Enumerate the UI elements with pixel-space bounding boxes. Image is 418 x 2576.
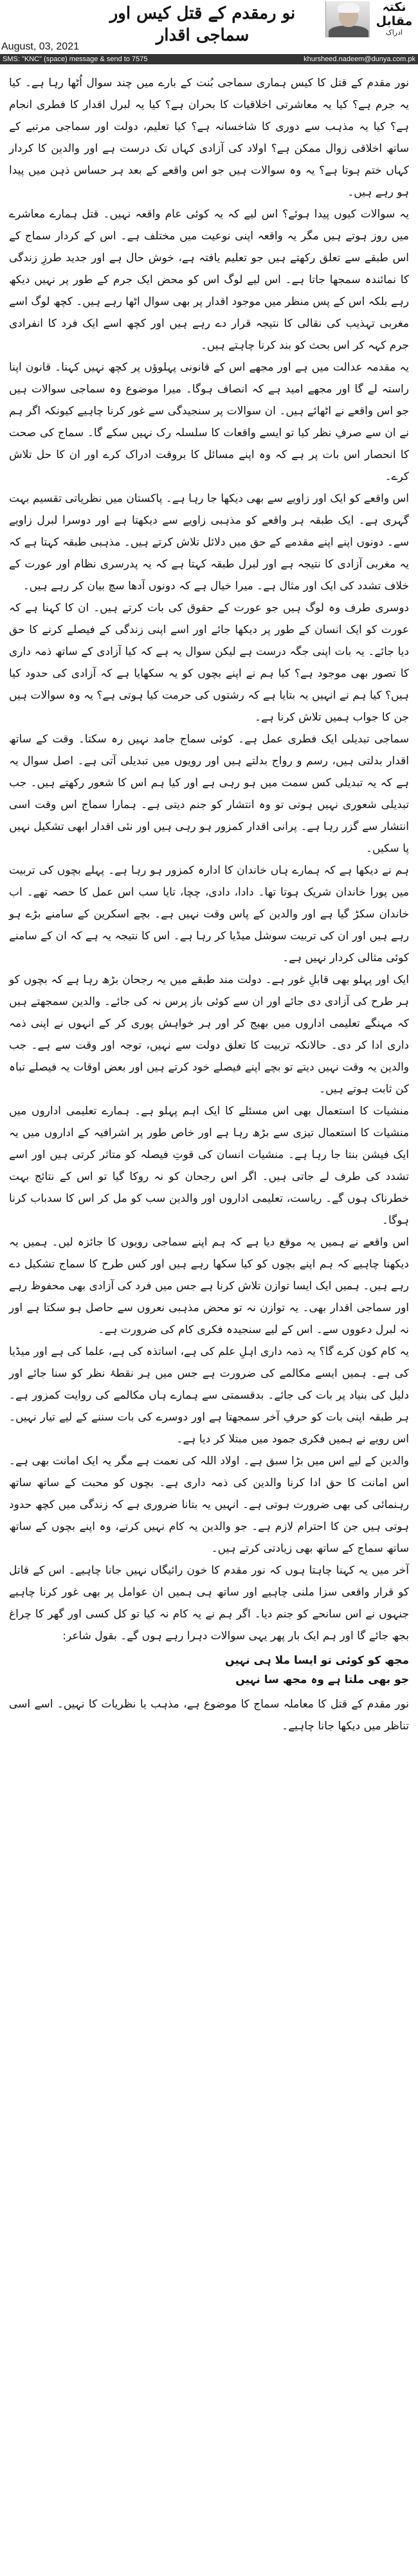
column-badge-sub: ادراک bbox=[385, 28, 403, 37]
paragraph: یہ مقدمہ عدالت میں ہے اور مجھے اس کے قانونی پہلوؤں پر کچھ نہیں کہنا۔ قانون اپنا راستہ لے گا اور مجھے امید ہے کہ انصاف ہوگا۔ میرا موضوع وہ سماجی سوالات ہیں جو اس واقعے نے اٹھائے ہیں۔ ان سوالات پر سنجیدگی سے غور کرنا چاہیے کیونکہ اگر ہم نے ان سے صرفِ نظر کیا تو ایسے واقعات کا سلسلہ رک نہیں سکے گا۔ سماج کی صحت کا انحصار اس بات پر ہے کہ وہ اپنے مسائل کا بروقت ادراک کرے اور ان کا حل تلاش کرے۔ bbox=[9, 361, 409, 483]
paragraph: سماجی تبدیلی ایک فطری عمل ہے۔ کوئی سماج جامد نہیں رہ سکتا۔ وقت کے ساتھ اقدار بدلتی ہیں، رسم و رواج بدلتے ہیں اور رویوں میں تبدیلی آتی ہے۔ اصل سوال یہ ہے کہ یہ تبدیلی کس سمت میں ہو رہی ہے اور کیا ہم اس کا شعور رکھتے ہیں۔ جب تبدیلی شعوری نہیں ہوتی تو وہ انتشار کو جنم دیتی ہے۔ ہمارا سماج اس وقت اسی انتشار سے گزر رہا ہے۔ پرانی اقدار کمزور ہو رہی ہیں اور نئی اقدار ابھی تشکیل نہیں پا سکیں۔ bbox=[9, 733, 409, 855]
paragraph: منشیات کا استعمال بھی اس مسئلے کا ایک اہم پہلو ہے۔ ہمارے تعلیمی اداروں میں منشیات کا استعمال تیزی سے بڑھ رہا ہے اور خاص طور پر اشرافیہ کے اداروں میں یہ ایک فیشن بنتا جا رہا ہے۔ منشیات انسان کی قوتِ فیصلہ کو متاثر کرتی ہیں اور اسے تشدد کی طرف لے جاتی ہیں۔ اگر اس رجحان کو نہ روکا گیا تو اس کے نتائج بہت خطرناک ہوں گے۔ ریاست، تعلیمی اداروں اور والدین سب کو مل کر اس کا سدباب کرنا ہوگا۔ bbox=[9, 1105, 409, 1227]
column-badge-title: نکتہ مقابل bbox=[376, 0, 413, 28]
paragraph: یہ سوالات کیوں پیدا ہوئے؟ اس لیے کہ یہ کوئی عام واقعہ نہیں۔ قتل ہمارے معاشرے میں روز ہوتے ہیں مگر یہ واقعہ اپنی نوعیت میں مختلف ہے۔ اس کے کردار سماج کے اس طبقے سے تعلق رکھتے ہیں جو تعلیم یافتہ ہے، خوش حال ہے اور جدید طرزِ زندگی کا نمائندہ سمجھا جاتا ہے۔ اس لیے لوگ اس کو محض ایک جرم کے طور پر نہیں دیکھ رہے بلکہ اس کے پس منظر میں موجود اقدار پر بھی سوال اٹھا رہے ہیں۔ کچھ لوگ اسے مغربی تہذیب کی نقالی کا نتیجہ قرار دے رہے ہیں اور کچھ اسے ایک فرد کا انفرادی جرم کہہ کر اس بحث کو بند کرنا چاہتے ہیں۔ bbox=[9, 208, 409, 352]
paragraph: ایک اور پہلو بھی قابلِ غور ہے۔ دولت مند طبقے میں یہ رجحان بڑھ رہا ہے کہ بچوں کو ہر طرح کی آزادی دی جائے اور ان سے کوئی باز پرس نہ کی جائے۔ والدین سمجھتے ہیں کہ مہنگے تعلیمی اداروں میں بھیج کر اور ہر خواہش پوری کر کے انہوں نے اپنی ذمہ داری ادا کر دی۔ حالانکہ تربیت کا تعلق دولت سے نہیں، توجہ اور وقت سے ہے۔ جب والدین یہ وقت نہیں دیتے تو بچے اپنے فیصلے خود کرتے ہیں اور بعض اوقات یہ فیصلے تباہ کن ثابت ہوتے ہیں۔ bbox=[9, 973, 409, 1096]
closing-paragraph: نور مقدم کے قتل کا معاملہ سماج کا موضوع ہے، مذہب یا نظریات کا نہیں۔ اسے اسی تناظر میں دیکھا جانا چاہیے۔ bbox=[9, 1698, 409, 1733]
article-body bbox=[9, 72, 409, 1737]
author-portrait-icon bbox=[325, 1, 370, 37]
sms-info-bar bbox=[0, 54, 418, 64]
sms-instructions: SMS: "KNC" (space) message & send to 7575 bbox=[3, 55, 148, 63]
column-header bbox=[0, 0, 418, 63]
column-logo bbox=[370, 0, 418, 37]
paragraph: یہ کام کون کرے گا؟ یہ ذمہ داری اہلِ علم کی ہے، اساتذہ کی ہے، علما کی ہے اور میڈیا کی ہے۔ ہمیں ایسے مکالمے کی ضرورت ہے جس میں ہر نقطۂ نظر کو سنا جائے اور دلیل کی بنیاد پر بات کی جائے۔ بدقسمتی سے ہمارے ہاں مکالمے کی روایت کمزور ہے۔ ہر طبقہ اپنی بات کو حرفِ آخر سمجھتا ہے اور دوسرے کی بات سننے کے لیے تیار نہیں۔ اس رویے نے ہمیں فکری جمود میں مبتلا کر دیا ہے۔ bbox=[9, 1345, 409, 1446]
paragraph: اس واقعے کو ایک اور زاویے سے بھی دیکھا جا رہا ہے۔ پاکستان میں نظریاتی تقسیم بہت گہری ہے۔ ایک طبقہ ہر واقعے کو مذہبی زاویے سے دیکھتا ہے اور دوسرا لبرل زاویے سے۔ دونوں اپنے اپنے مقدمے کے حق میں دلائل تلاش کرتے ہیں۔ مذہبی طبقہ کہتا ہے کہ یہ مغربی آزادی کا نتیجہ ہے اور لبرل طبقہ کہتا ہے کہ یہ پدرسری نظام اور عورت کے خلاف تشدد کی ایک اور مثال ہے۔ میرا خیال ہے کہ دونوں آدھا سچ بیان کر رہے ہیں۔ bbox=[9, 492, 409, 593]
paragraph: اس واقعے نے ہمیں یہ موقع دیا ہے کہ ہم اپنے سماجی رویوں کا جائزہ لیں۔ ہمیں یہ دیکھنا چاہیے کہ ہم اپنے بچوں کو کیا سکھا رہے ہیں اور کس طرح کا سماج تشکیل دے رہے ہیں۔ ہمیں ایک ایسا توازن تلاش کرنا ہے جس میں فرد کی آزادی بھی محفوظ رہے اور سماجی اقدار بھی۔ یہ توازن نہ تو محض مذہبی نعروں سے حاصل ہو سکتا ہے اور نہ لبرل دعووں سے۔ اس کے لیے سنجیدہ فکری کام کی ضرورت ہے۔ bbox=[9, 1236, 409, 1336]
paragraph: دوسری طرف وہ لوگ ہیں جو عورت کے حقوق کی بات کرتے ہیں۔ ان کا کہنا ہے کہ عورت کو ایک انسان کے طور پر دیکھا جائے اور اسے اپنی زندگی کے فیصلے کرنے کا حق دیا جائے۔ یہ بات اپنی جگہ درست ہے لیکن سوال یہ ہے کہ کیا آزادی کے ساتھ ذمہ داری کا تصور بھی موجود ہے؟ کیا ہم نے اپنے بچوں کو یہ سکھایا ہے کہ آزادی کی حدود کیا ہیں؟ کیا ہم نے انہیں یہ بتایا ہے کہ رشتوں کی حرمت کیا ہوتی ہے؟ یہ وہ سوالات ہیں جن کا جواب ہمیں تلاش کرنا ہے۔ bbox=[9, 602, 409, 724]
author-email[interactable]: khursheed.nadeem@dunya.com.pk bbox=[304, 55, 415, 63]
paragraph: ہم نے دیکھا ہے کہ ہمارے ہاں خاندان کا ادارہ کمزور ہو رہا ہے۔ پہلے بچوں کی تربیت میں پورا خاندان شریک ہوتا تھا۔ دادا، دادی، چچا، تایا سب اس عمل کا حصہ تھے۔ اب خاندان سکڑ گیا ہے اور والدین کے پاس وقت نہیں ہے۔ بچے اسکرین کے سامنے بڑے ہو رہے ہیں اور ان کی تربیت سوشل میڈیا کر رہا ہے۔ اس کا نتیجہ یہ ہے کہ ان کے سامنے کوئی مثالی کردار نہیں ہے۔ bbox=[9, 864, 409, 964]
paragraph: والدین کے لیے اس میں بڑا سبق ہے۔ اولاد اللہ کی نعمت ہے مگر یہ ایک امانت بھی ہے۔ اس امانت کا حق ادا کرنا والدین کی ذمہ داری ہے۔ بچوں کو محبت کے ساتھ ساتھ رہنمائی کی بھی ضرورت ہوتی ہے۔ انہیں یہ بتانا ضروری ہے کہ زندگی میں کچھ حدود ہوتی ہیں جن کا احترام لازم ہے۔ جو والدین یہ کام نہیں کرتے، وہ اپنے بچوں کے ساتھ ساتھ سماج کے ساتھ بھی زیادتی کرتے ہیں۔ bbox=[9, 1455, 409, 1555]
verse-line: مجھ کو کوئی تو ایسا ملا ہی نہیں bbox=[225, 1654, 409, 1667]
article-title: نو رمقدم کے قتل کیس اور سماجی اقدار bbox=[109, 4, 296, 45]
poetry-verse bbox=[9, 1651, 409, 1689]
publish-date: August, 03, 2021 bbox=[1, 41, 79, 52]
paragraph: نور مقدم کے قتل کا کیس ہماری سماجی بُنت کے بارے میں چند سوال اُٹھا رہا ہے۔ کیا یہ جرم ہے؟ کیا یہ معاشرتی اخلاقیات کا بحران ہے؟ کیا یہ لبرل اقدار کا فطری انجام ہے؟ کیا یہ مذہب سے دوری کا شاخسانہ ہے؟ کیا تعلیم، دولت اور سماجی مرتبے کے ساتھ اخلاقی زوال ممکن ہے؟ اولاد کی آزادی کہاں تک درست ہے اور والدین کا کردار کہاں ختم ہوتا ہے؟ یہ وہ سوالات ہیں جو اس واقعے کے بعد ہر حساس ذہن میں پیدا ہو رہے ہیں۔ bbox=[9, 77, 409, 199]
verse-line: جو بھی ملتا ہے وہ مجھ سا نہیں bbox=[235, 1673, 409, 1686]
paragraph: آخر میں یہ کہنا چاہتا ہوں کہ نور مقدم کا خون رائیگاں نہیں جانا چاہیے۔ اس کے قاتل کو قرار واقعی سزا ملنی چاہیے اور ساتھ ہی ہمیں ان عوامل پر بھی غور کرنا چاہیے جنہوں نے اس سانحے کو جنم دیا۔ اگر ہم نے یہ کام نہ کیا تو کل کسی اور گھر کا چراغ بجھ جائے گا اور ہم ایک بار پھر یہی سوالات دہرا رہے ہوں گے۔ بقول شاعر: bbox=[9, 1564, 409, 1642]
